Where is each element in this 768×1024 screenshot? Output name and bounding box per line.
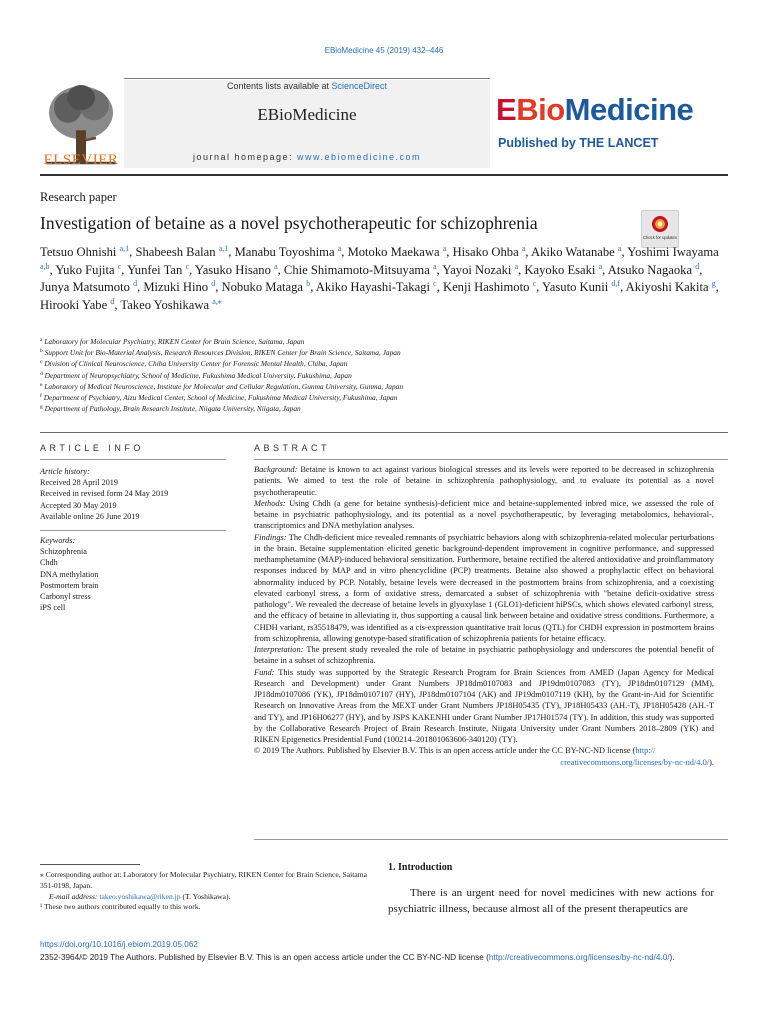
article-info: [40, 466, 225, 613]
issn-text: 2352-3964/© 2019 The Authors. Published by Elsevier B.V. This is an open access article under the CC BY-NC-ND license (: [40, 953, 489, 962]
methods-label: Methods:: [254, 498, 286, 508]
author[interactable]: [40, 280, 137, 294]
published-by-lancet: Published by THE LANCET: [498, 136, 659, 150]
author[interactable]: [55, 263, 121, 277]
affiliation: [40, 336, 720, 347]
author-name: Atsuko Nagaoka: [607, 262, 693, 277]
author[interactable]: [524, 263, 602, 277]
history-online: Available online 26 June 2019: [40, 511, 140, 521]
author-affiliation-marker[interactable]: c: [117, 261, 122, 271]
affiliation-text: Department of Pathology, Brain Research Institute, Niigata University, Niigata, Japan: [44, 404, 301, 414]
issn-license-link[interactable]: http://creativecommons.org/licenses/by-nc-nd/4.0/: [488, 953, 670, 962]
brand-medicine: Medicine: [564, 92, 694, 127]
equal-contribution-note: ¹ These two authors contributed equally to this work.: [40, 902, 201, 912]
author-name: Nobuko Mataga: [221, 280, 304, 294]
affiliation-key: b: [40, 348, 43, 355]
abstract-body: [254, 464, 714, 768]
article-type: Research paper: [40, 190, 117, 204]
footnote-rule: [40, 864, 140, 865]
author-name: Manabu Toyoshima: [234, 245, 335, 259]
author[interactable]: [453, 245, 526, 259]
affiliation-text: Division of Clinical Neuroscience, Chiba University Center for Forensic Mental Health, Chiba, Japan: [44, 359, 348, 369]
affiliation-list: [40, 336, 720, 414]
article-info-rule: [40, 459, 226, 460]
author-affiliation-marker[interactable]: c: [532, 279, 537, 288]
abstract-findings: [254, 532, 714, 645]
affiliation: [40, 381, 720, 392]
affiliation: [40, 358, 720, 369]
interpretation-text: The present study revealed the role of betaine in psychiatric pathophysiology and underscores the potential benefit of betaine in a subset of schizophrenia.: [254, 645, 714, 666]
author-name: Yoshimi Iwayama: [627, 245, 719, 259]
author-affiliation-marker[interactable]: a,⁎: [212, 296, 222, 306]
history-revised: Received in revised form 24 May 2019: [40, 489, 169, 499]
author-affiliation-marker[interactable]: g: [711, 279, 716, 288]
journal-homepage: [124, 152, 490, 162]
author[interactable]: [284, 263, 437, 277]
methods-text: Using Chdh (a gene for betaine synthesis)-deficient mice and betaine-supplemented inbred mice, we assessed the role of betaine in psychiatric pathophysiology, and its potential as a novel psychotherapeutic, by leveraging metabolomics, behavioral-, transcriptomics and DNA methylation analyses.: [254, 498, 714, 531]
author-affiliation-marker[interactable]: a: [432, 261, 437, 271]
author-name: Yuko Fujita: [55, 262, 115, 277]
author-affiliation-marker[interactable]: a: [514, 261, 519, 271]
fund-text: This study was supported by the Strategic Research Program for Brain Sciences from AMED (Japan Agency for Medical Research and Development) under Grant Numbers JP18dm0107083 and JP19dm0107083 (TY), JP18dm0107129 (MM), JP18dm0107086 (YK), JP18dm0107107 (HY), JP18dm0107104 (AK) and JP19dm0107119 (KH), by the Grant-in-Aid for Scientific Research on Innovative Areas from the MEXT under Grant Numbers JP18H05435 (TY), JP18H05433 (AH.-T), JP18H05428 (AH.-T and TY), and JP16H06277 (HY), and by JSPS KAKENHI under Grant Number JP17H01574 (TY). In addition, this study was supported by the Collaborative Research Project of Brain Research Institute, Niigata University under Grant Numbers 2018–2809 (YK) and RIKEN Epigenetics Presidential Fund (100214–201801063606-340120) (TY).: [254, 667, 714, 744]
keyword: Chdh: [40, 558, 58, 568]
homepage-link[interactable]: www.ebiomedicine.com: [297, 152, 422, 162]
abstract-license: [254, 745, 714, 756]
author[interactable]: [316, 280, 437, 294]
email-suffix: (T. Yoshikawa).: [180, 891, 231, 901]
author-name: Yunfei Tan: [127, 262, 183, 277]
author-affiliation-marker[interactable]: a: [598, 261, 603, 271]
author-name: Kenji Hashimoto: [443, 280, 530, 294]
author-name: Hisako Ohba: [452, 245, 519, 259]
abstract-interpretation: [254, 644, 714, 667]
author[interactable]: [608, 263, 699, 277]
findings-text: The Chdh-deficient mice revealed remnants of psychiatric behaviors along with schizophrenia-related molecular perturbations in the brain. Betaine supplementation elicited genetic background-dependent improvement in cognitive performance, and suppressed methamphetamine (MAP)-induced behavioral sensitization. Furthermore, betaine rectified the altered antioxidative and proinflammatory responses induced by MAP and in vitro phencyclidine (PCP) treatments. Betaine also showed a prophylactic effect on behavioral abnormality induced by PCP. Notably, betaine levels were decreased in the postmortem brains from schizophrenia, and a coexisting elevated carbonyl stress, a form of oxidative stress, demarcated a subset of schizophrenia with "betaine deficit-oxidative stress pathology". We revealed the decrease of betaine levels in glyoxylase 1 (GLO1)-deficient hiPSCs, which shows elevated carbonyl stress, and the efficacy of betaine in alleviating it, thus supporting a causal link between betaine and oxidative stress conditions. Furthermore, a CHDH variant, rs35518479, was identified as a cis-expression quantitative trait locus (QTL) for CHDH expression in postmortem brains from schizophrenia, allowing genotype-based stratification of schizophrenia patients for betaine efficacy.: [254, 532, 714, 643]
abstract-end-rule: [254, 839, 728, 840]
affiliation-key: g: [40, 404, 43, 411]
license-link[interactable]: http://: [635, 746, 656, 756]
author[interactable]: [626, 280, 716, 294]
header-bottom-rule: [40, 174, 728, 176]
article-info-heading: ARTICLE INFO: [40, 443, 144, 453]
corresponding-author-note: ⁎ Corresponding author at: Laboratory for Molecular Psychiatry, RIKEN Center for Brain Science, Saitama 351-0198, Japan.: [40, 870, 367, 890]
abstract-methods: [254, 498, 714, 532]
author[interactable]: [542, 280, 620, 294]
affiliation-text: Support Unit for Bio-Material Analysis, Research Resources Division, RIKEN Center for Brain Science, Saitama, Japan: [44, 348, 401, 358]
author-affiliation-marker[interactable]: d: [211, 279, 216, 288]
author-name: Hirooki Yabe: [40, 297, 108, 312]
introduction-text: [388, 886, 714, 917]
brand-e: E: [496, 92, 517, 127]
author[interactable]: [235, 245, 342, 259]
author-name: Yayoi Nozaki: [442, 262, 512, 277]
abstract-heading: ABSTRACT: [254, 443, 331, 453]
issn-close: ).: [669, 953, 675, 962]
author[interactable]: [348, 245, 447, 259]
author-name: Akiko Watanabe: [531, 245, 615, 259]
author-name: Yasuto Kunii: [541, 280, 609, 294]
author[interactable]: [442, 263, 518, 277]
introduction-heading: 1. Introduction: [388, 862, 453, 873]
affiliation: [40, 403, 720, 414]
affiliation-key: a: [40, 337, 43, 343]
author-affiliation-marker[interactable]: a,1: [119, 244, 130, 253]
author-affiliation-marker[interactable]: d,f: [611, 279, 621, 288]
author-affiliation-marker[interactable]: a: [521, 244, 526, 253]
author[interactable]: [40, 298, 114, 312]
keyword: Carbonyl stress: [40, 592, 91, 602]
fund-label: Fund:: [254, 667, 275, 677]
introduction-body: There is an urgent need for novel medicines with new actions for psychiatric illness, because almost all of the present therapeutics are: [388, 887, 714, 915]
affiliation-text: Department of Neuropsychiatry, School of Medicine, Fukushima Medical University, Fukushima, Japan: [44, 370, 352, 380]
check-for-updates-icon: [642, 211, 678, 247]
author-name: Chie Shimamoto-Mitsuyama: [283, 262, 430, 277]
email-label: E-mail address:: [49, 891, 100, 901]
history-label: Article history:: [40, 467, 90, 476]
affiliation-key: d: [40, 370, 43, 377]
abstract-rule: [254, 459, 728, 460]
author[interactable]: [127, 263, 189, 277]
author-name: Shabeesh Balan: [135, 245, 216, 259]
author-name: Tetsuo Ohnishi: [40, 245, 117, 259]
author[interactable]: [40, 245, 129, 259]
author-name: Mizuki Hino: [143, 280, 209, 294]
affiliation-text: Department of Psychiatry, Aizu Medical Center, School of Medicine, Fukushima Medical University, Fukushima, Japan: [43, 393, 398, 403]
author-affiliation-marker[interactable]: d: [133, 279, 138, 288]
footnotes: [40, 870, 370, 913]
brand-bio: Bio: [516, 92, 565, 127]
homepage-label: journal homepage:: [192, 152, 297, 162]
author-affiliation-marker[interactable]: b: [306, 279, 311, 288]
license-close: ).: [709, 757, 714, 767]
email-link[interactable]: takeo.yoshikawa@riken.jp: [99, 891, 181, 901]
affiliation-text: Laboratory of Medical Neuroscience, Institute for Molecular and Cellular Regulation, Gunma University, Gunma, Japan: [44, 381, 404, 391]
author-list: Tetsuo Ohnishi $^{a,1}$, Shabeesh Balan $^{a,1}$, Manabu Toyoshima $^a$, Motoko Maekawa $^a$, Hisako Ohba $^a$, Akiko Watanabe $^a$, Yoshimi Iwayama $^{a,b}$, Yuko Fujita $^c$, Yunfei Tan $^c$, Yasuko Hisano $^a$, Chie Shimamoto-Mitsuyama $^a$, Yayoi Nozaki $^a$, Kayoko Esaki $^a$, Atsuko Nagaoka $^d$, Junya Matsumoto $^d$, Mizuki Hino $^d$, Nobuko Mataga $^b$, Akiko Hayashi-Takagi $^c$, Kenji Hashimoto $^c$, Yasuto Kunii $^{d,f}$, Akiyoshi Kakita $^g$, Hirooki Yabe $^d$, Takeo Yoshikawa $^{a,⁎}$: [40, 244, 719, 312]
history-accepted: Accepted 30 May 2019: [40, 500, 117, 510]
check-for-updates-button[interactable]: [641, 210, 679, 248]
elsevier-wordmark: ELSEVIER: [43, 152, 119, 168]
affiliation-key: e: [40, 381, 43, 388]
author-affiliation-marker[interactable]: a: [337, 244, 342, 253]
interpretation-label: Interpretation:: [254, 645, 304, 654]
author-name: Junya Matsumoto: [40, 280, 130, 294]
doi-link[interactable]: https://doi.org/10.1016/j.ebiom.2019.05.062: [40, 940, 198, 949]
keyword: Postmortem brain: [40, 580, 99, 590]
findings-label: Findings:: [254, 532, 287, 542]
author-name: Yasuko Hisano: [194, 262, 271, 277]
contents-prefix: Contents lists available at: [226, 81, 332, 91]
author[interactable]: [443, 280, 536, 294]
license-text: © 2019 The Authors. Published by Elsevier B.V. This is an open access article under the CC BY-NC-ND license (: [254, 746, 636, 756]
abstract-background: [254, 464, 714, 498]
author[interactable]: [222, 280, 311, 294]
author-name: Akiyoshi Kakita: [625, 280, 709, 294]
author-name: Takeo Yoshikawa: [120, 297, 210, 312]
author[interactable]: [120, 298, 221, 312]
affiliation-key: f: [40, 393, 42, 400]
author[interactable]: [143, 280, 215, 294]
affiliation: [40, 370, 720, 381]
check-badge-label: Check for updates: [643, 235, 677, 240]
license-link-cont[interactable]: creativecommons.org/licenses/by-nc-nd/4.0/: [560, 757, 710, 767]
background-label: Background:: [254, 465, 298, 474]
author[interactable]: [195, 263, 278, 277]
author[interactable]: [135, 245, 228, 259]
abstract-license-cont: [254, 757, 714, 768]
author-affiliation-marker[interactable]: c: [185, 261, 190, 271]
background-text: Betaine is known to act against various biological stresses and its levels were reported to be decreased in schizophrenia patients. We aimed to test the role of betaine in schizophrenia pathophysiology, and to evaluate its potential as a novel psychotherapeutic.: [254, 465, 715, 497]
paper-title: Investigation of betaine as a novel psychotherapeutic for schizophrenia: [40, 213, 538, 233]
author-affiliation-marker[interactable]: a: [274, 261, 278, 271]
affiliation: [40, 347, 720, 358]
author-affiliation-marker[interactable]: a,b: [40, 261, 50, 271]
keyword: iPS cell: [40, 603, 66, 613]
keyword: Schizophrenia: [40, 547, 87, 557]
affiliation-key: c: [40, 359, 43, 366]
author-affiliation-marker[interactable]: d: [110, 296, 115, 306]
author-affiliation-marker[interactable]: a: [442, 244, 447, 253]
keyword: DNA methylation: [40, 569, 99, 579]
contents-line: [124, 81, 490, 91]
affiliation-text: Laboratory for Molecular Psychiatry, RIKEN Center for Brain Science, Saitama, Japan: [44, 337, 305, 346]
affiliations-rule: [40, 432, 728, 433]
author-affiliation-marker[interactable]: c: [433, 279, 437, 288]
author-name: Kayoko Esaki: [524, 262, 596, 277]
author-affiliation-marker[interactable]: a: [617, 244, 622, 253]
author[interactable]: [531, 245, 621, 259]
history-received: Received 28 April 2019: [40, 478, 118, 488]
journal-citation[interactable]: EBioMedicine 45 (2019) 432–446: [324, 46, 444, 55]
author-affiliation-marker[interactable]: a,1: [218, 244, 229, 253]
header-top-rule: [124, 78, 490, 79]
sciencedirect-link[interactable]: ScienceDirect: [331, 81, 388, 91]
author-name: Akiko Hayashi-Takagi: [315, 280, 430, 294]
author-name: Motoko Maekawa: [347, 245, 440, 259]
ebiomedicine-brand-logo: [496, 92, 693, 128]
issn-line: [40, 953, 675, 962]
keywords-label: Keywords:: [40, 536, 76, 546]
abstract-fund: [254, 667, 714, 746]
author-affiliation-marker[interactable]: d: [695, 261, 700, 271]
affiliation: [40, 392, 720, 403]
email-note: [40, 892, 370, 903]
journal-title: EBioMedicine: [257, 105, 357, 124]
